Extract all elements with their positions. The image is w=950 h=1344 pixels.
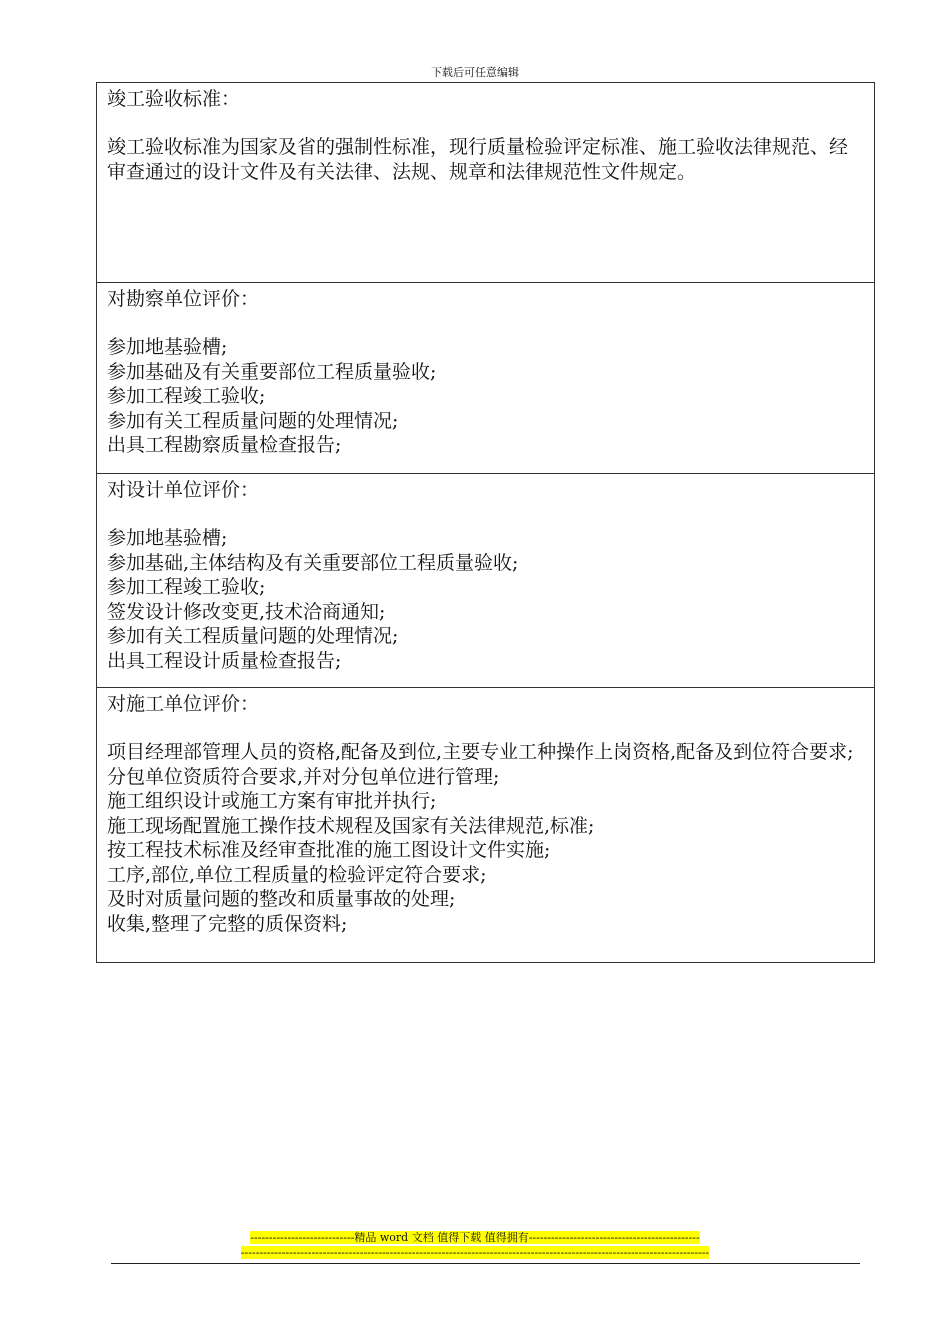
section-line: 参加有关工程质量问题的处理情况;	[107, 625, 399, 647]
section-title: 对施工单位评价：	[107, 693, 260, 715]
section-design-unit-evaluation	[97, 474, 874, 688]
section-line: 竣工验收标准为国家及省的强制性标准，现行质量检验评定标准、施工验收法律规范、经审查通过的设计文件及有关法律、法规、规章和法律规范性文件规定。	[107, 136, 849, 183]
section-line: 出具工程勘察质量检查报告;	[107, 434, 342, 456]
section-body	[107, 526, 866, 673]
section-line: 施工现场配置施工操作技术规程及国家有关法律规范,标准;	[107, 814, 595, 837]
section-construction-unit-evaluation	[97, 688, 874, 963]
section-line: 参加基础及有关重要部位工程质量验收;	[107, 360, 437, 383]
section-line: 出具工程设计质量检查报告;	[107, 649, 342, 672]
section-line: 及时对质量问题的整改和质量事故的处理;	[107, 888, 456, 910]
section-line: 参加地基验槽;	[107, 527, 228, 549]
section-line: 工序,部位,单位工程质量的检验评定符合要求;	[107, 863, 487, 886]
section-line: 分包单位资质符合要求,并对分包单位进行管理;	[107, 765, 500, 788]
footer-dash-text: ------------------------------------------------------------------------------------------------------------------------------	[240, 1246, 710, 1259]
section-title: 竣工验收标准：	[107, 88, 241, 110]
section-line: 按工程技术标准及经审查批准的施工图设计文件实施;	[107, 839, 551, 861]
section-line: 签发设计修改变更,技术洽商通知;	[107, 600, 386, 623]
section-line: 参加有关工程质量问题的处理情况;	[107, 409, 399, 432]
section-line: 参加地基验槽;	[107, 336, 228, 358]
section-line: 参加工程竣工验收;	[107, 385, 266, 407]
section-survey-unit-evaluation	[97, 283, 874, 474]
section-line: 参加基础,主体结构及有关重要部位工程质量验收;	[107, 551, 519, 574]
footer-rule	[111, 1263, 860, 1264]
section-body	[107, 740, 866, 936]
section-body	[107, 135, 866, 184]
footer-banner-text: ----------------------------精品 word 文档 值得下载 值得拥有----------------------------------------------	[250, 1231, 700, 1244]
section-body	[107, 335, 866, 458]
page-header-note: 下载后可任意编辑	[431, 66, 519, 79]
footer-dash-line	[0, 1246, 950, 1259]
evaluation-table	[96, 82, 875, 963]
section-line: 施工组织设计或施工方案有审批并执行;	[107, 790, 437, 812]
section-title: 对勘察单位评价：	[107, 288, 260, 310]
section-completion-standard	[97, 83, 874, 283]
section-title: 对设计单位评价：	[107, 479, 260, 501]
section-line: 项目经理部管理人员的资格,配备及到位,主要专业工种操作上岗资格,配备及到位符合要求;	[107, 741, 854, 763]
section-line: 收集,整理了完整的质保资料;	[107, 912, 348, 935]
footer-banner	[0, 1231, 950, 1244]
section-line: 参加工程竣工验收;	[107, 576, 266, 598]
